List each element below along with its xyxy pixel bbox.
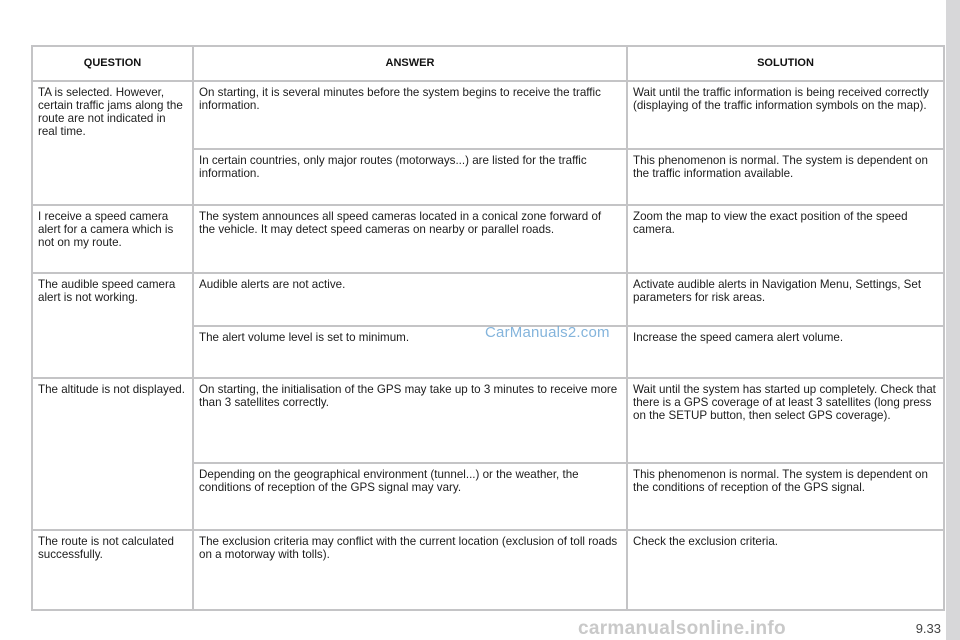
answer-cell: The alert volume level is set to minimum.	[193, 326, 627, 378]
footer-watermark: carmanualsonline.info	[578, 618, 786, 639]
table-row	[32, 205, 944, 273]
answer-cell: In certain countries, only major routes (motorways...) are listed for the traffic information.	[193, 149, 627, 205]
table-header-row	[32, 46, 944, 81]
solution-cell: Wait until the traffic information is being received correctly (displaying of the traffic information symbols on the map).	[627, 81, 944, 149]
question-cell: The route is not calculated successfully.	[32, 530, 193, 610]
solution-cell: Zoom the map to view the exact position of the speed camera.	[627, 205, 944, 273]
question-cell: The audible speed camera alert is not working.	[32, 273, 193, 378]
question-cell: The altitude is not displayed.	[32, 378, 193, 530]
solution-cell: Activate audible alerts in Navigation Menu, Settings, Set parameters for risk areas.	[627, 273, 944, 326]
table-row	[32, 530, 944, 610]
answer-cell: The system announces all speed cameras located in a conical zone forward of the vehicle. It may detect speed cameras on nearby or parallel roads.	[193, 205, 627, 273]
header-question: QUESTION	[32, 46, 193, 81]
answer-cell: Audible alerts are not active.	[193, 273, 627, 326]
question-cell: TA is selected. However, certain traffic jams along the route are not indicated in real time.	[32, 81, 193, 205]
table-row	[32, 378, 944, 463]
solution-cell: Wait until the system has started up completely. Check that there is a GPS coverage of at least 3 satellites (long press on the SETUP button, then select GPS coverage).	[627, 378, 944, 463]
header-answer: ANSWER	[193, 46, 627, 81]
answer-cell: On starting, it is several minutes before the system begins to receive the traffic information.	[193, 81, 627, 149]
table-row	[32, 81, 944, 149]
page-number: 9.33	[915, 621, 941, 636]
page-edge-bar	[946, 0, 960, 640]
solution-cell: Increase the speed camera alert volume.	[627, 326, 944, 378]
table-row	[32, 273, 944, 326]
solution-cell: Check the exclusion criteria.	[627, 530, 944, 610]
watermark-text: CarManuals2.com	[485, 324, 610, 341]
question-cell: I receive a speed camera alert for a camera which is not on my route.	[32, 205, 193, 273]
answer-cell: The exclusion criteria may conflict with the current location (exclusion of toll roads on a motorway with tolls).	[193, 530, 627, 610]
answer-cell: Depending on the geographical environment (tunnel...) or the weather, the conditions of reception of the GPS signal may vary.	[193, 463, 627, 530]
answer-cell: On starting, the initialisation of the GPS may take up to 3 minutes to receive more than 3 satellites correctly.	[193, 378, 627, 463]
solution-cell: This phenomenon is normal. The system is dependent on the conditions of reception of the GPS signal.	[627, 463, 944, 530]
header-solution: SOLUTION	[627, 46, 944, 81]
solution-cell: This phenomenon is normal. The system is dependent on the traffic information available.	[627, 149, 944, 205]
